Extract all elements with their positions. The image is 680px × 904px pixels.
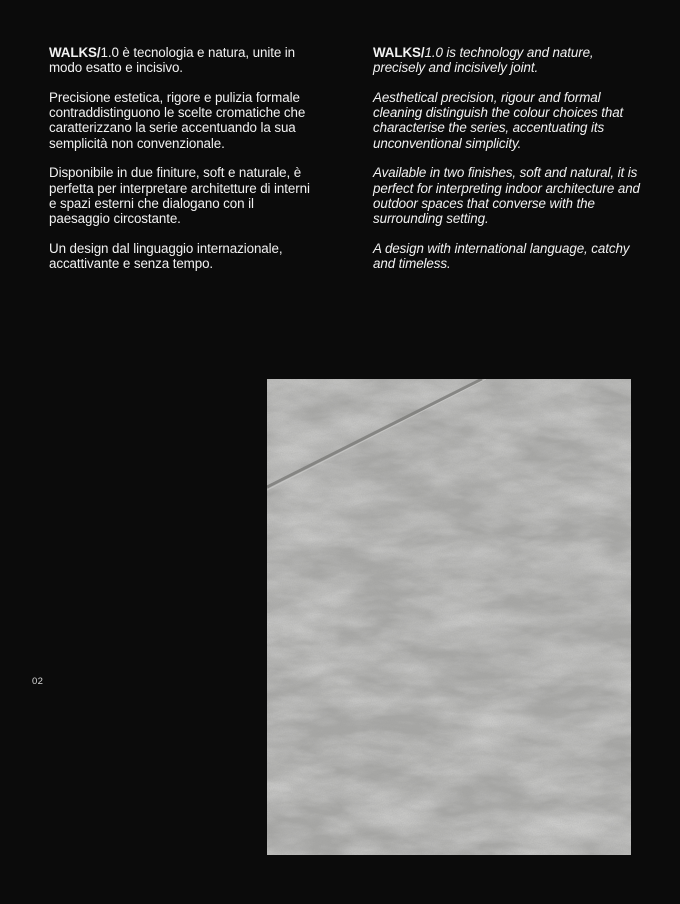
italian-paragraph-4: Un design dal linguaggio internazionale, accattivante e senza tempo. (49, 240, 283, 272)
italian-paragraph-2: Precisione estetica, rigore e pulizia formale contraddistinguono le scelte cromatiche che caratterizzano la serie accentuando la sua semplicità non convenzionale. (49, 90, 306, 151)
stone-texture-photo (267, 379, 631, 855)
english-paragraph-1 (373, 45, 643, 75)
english-text-column (373, 45, 643, 286)
italian-paragraph-3: Disponibile in due finiture, soft e naturale, è perfetta per interpretare architetture di interni e spazi esterni che dialogano con il paesaggio circostante. (49, 165, 310, 227)
stone-texture-image (267, 379, 631, 855)
brand-name: WALKS/ (49, 45, 101, 60)
english-paragraph-2: Aesthetical precision, rigour and formal cleaning distinguish the colour choices that characterise the series, accentuating its unconventional simplicity. (373, 90, 624, 151)
italian-paragraph-1 (49, 45, 315, 75)
page-number: 02 (32, 676, 44, 687)
brand-name: WALKS/ (373, 45, 425, 60)
italian-paragraph-1-text: 1.0 è tecnologia e natura, unite in modo esatto e incisivo. (49, 45, 296, 76)
english-paragraph-1-text: 1.0 is technology and nature, precisely and incisively joint. (373, 45, 594, 76)
english-paragraph-3: Available in two finishes, soft and natural, it is perfect for interpreting indoor architecture and outdoor spaces that converse with the surrounding setting. (373, 165, 640, 227)
italian-text-column (49, 45, 315, 286)
english-paragraph-4: A design with international language, catchy and timeless. (373, 240, 630, 272)
